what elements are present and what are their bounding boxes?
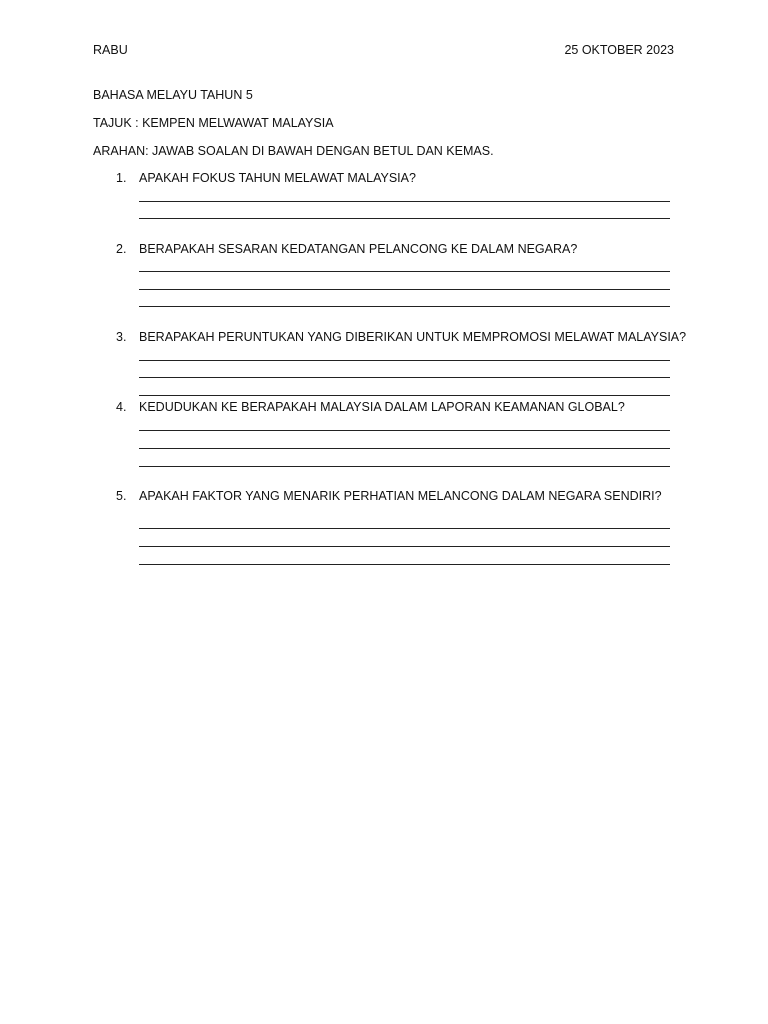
answer-line[interactable] — [139, 546, 670, 547]
answer-line[interactable] — [139, 306, 670, 307]
answer-line[interactable] — [139, 271, 670, 272]
answer-line[interactable] — [139, 466, 670, 467]
answer-line[interactable] — [139, 528, 670, 529]
day-label: RABU — [93, 43, 128, 57]
subject-heading: BAHASA MELAYU TAHUN 5 — [93, 88, 253, 102]
date-label: 25 OKTOBER 2023 — [564, 43, 674, 57]
answer-line[interactable] — [139, 360, 670, 361]
question-number: 5. — [116, 489, 127, 503]
answer-line[interactable] — [139, 448, 670, 449]
answer-line[interactable] — [139, 564, 670, 565]
question-text: APAKAH FOKUS TAHUN MELAWAT MALAYSIA? — [139, 171, 416, 185]
answer-line[interactable] — [139, 430, 670, 431]
instruction-text: ARAHAN: JAWAB SOALAN DI BAWAH DENGAN BETUL DAN KEMAS. — [93, 144, 494, 158]
question-text: APAKAH FAKTOR YANG MENARIK PERHATIAN MELANCONG DALAM NEGARA SENDIRI? — [139, 489, 662, 503]
answer-line[interactable] — [139, 218, 670, 219]
question-text: KEDUDUKAN KE BERAPAKAH MALAYSIA DALAM LAPORAN KEAMANAN GLOBAL? — [139, 400, 625, 414]
question-text: BERAPAKAH SESARAN KEDATANGAN PELANCONG KE DALAM NEGARA? — [139, 242, 578, 256]
answer-line[interactable] — [139, 201, 670, 202]
question-number: 2. — [116, 242, 127, 256]
question-text: BERAPAKAH PERUNTUKAN YANG DIBERIKAN UNTUK MEMPROMOSI MELAWAT MALAYSIA? — [139, 330, 687, 344]
question-number: 3. — [116, 330, 127, 344]
question-number: 1. — [116, 171, 127, 185]
question-number: 4. — [116, 400, 127, 414]
answer-line[interactable] — [139, 377, 670, 378]
answer-line[interactable] — [139, 395, 670, 396]
topic-heading: TAJUK : KEMPEN MELWAWAT MALAYSIA — [93, 116, 334, 130]
answer-line[interactable] — [139, 289, 670, 290]
